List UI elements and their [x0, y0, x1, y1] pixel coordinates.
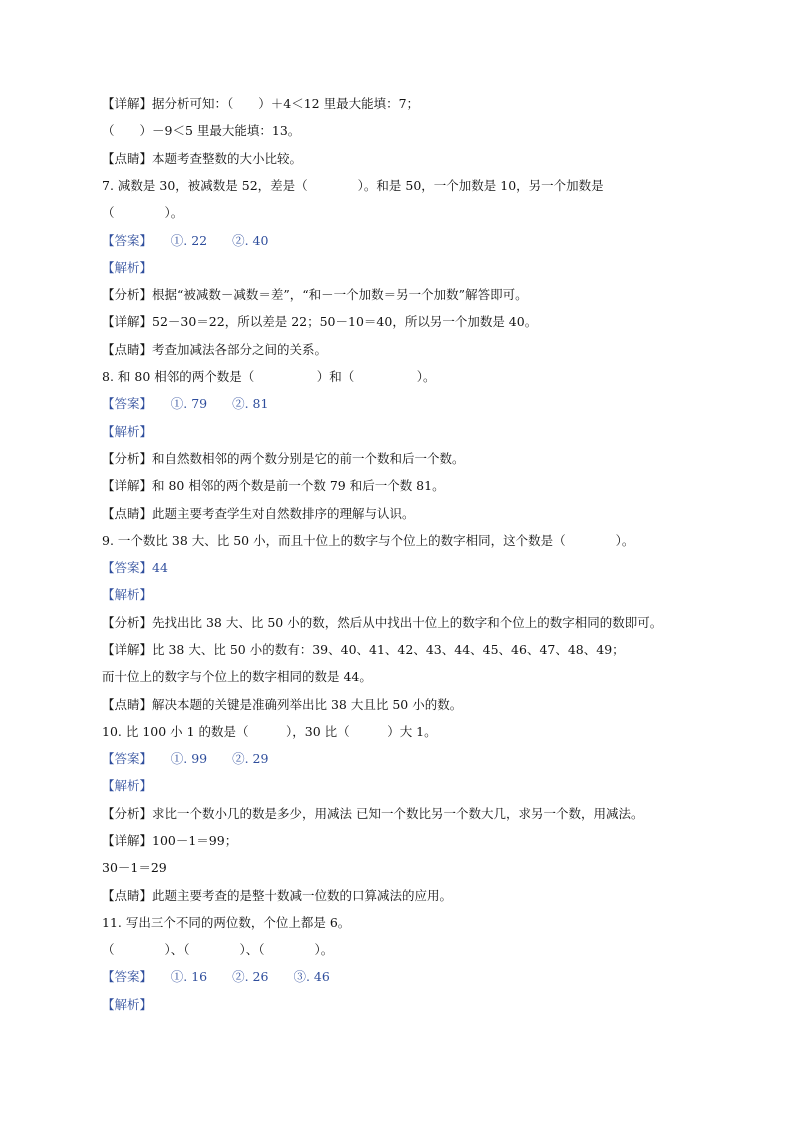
- answer-label: 【答案】44: [102, 560, 168, 575]
- answer-label: 【答案】 ①. 99 ②. 29: [102, 751, 269, 766]
- analysis-line: 【分析】求比一个数小几的数是多少，用减法 已知一个数比另一个数大几，求另一个数，用减法。: [102, 806, 644, 821]
- question-9: 9. 一个数比 38 大、比 50 小，而且十位上的数字与个位上的数字相同，这个数是（ ）。: [102, 533, 635, 548]
- analysis-label: 【解析】: [102, 778, 153, 793]
- analysis-line: 【分析】先找出比 38 大、比 50 小的数，然后从中找出十位上的数字和个位上的数字相同的数即可。: [102, 615, 663, 630]
- comment-line: 【点睛】考查加减法各部分之间的关系。: [102, 342, 328, 357]
- analysis-line: 【分析】和自然数相邻的两个数分别是它的前一个数和后一个数。: [102, 451, 465, 466]
- comment-line: 【点睛】解决本题的关键是准确列举出比 38 大且比 50 小的数。: [102, 697, 463, 712]
- answer-label: 【答案】 ①. 79 ②. 81: [102, 396, 269, 411]
- detail-line: 【详解】52－30＝22，所以差是 22；50－10＝40，所以另一个加数是 40。: [102, 314, 538, 329]
- detail-line: （ ）－9＜5 里最大能填：13。: [102, 123, 301, 138]
- question-7: 7. 减数是 30，被减数是 52，差是（ ）。和是 50，一个加数是 10，另一个加数是: [102, 178, 604, 193]
- comment-line: 【点睛】本题考查整数的大小比较。: [102, 151, 303, 166]
- detail-line: 30－1＝29: [102, 860, 167, 875]
- question-11-cont: （ ）、（ ）、（ ）。: [102, 942, 334, 957]
- answer-label: 【答案】 ①. 16 ②. 26 ③. 46: [102, 969, 330, 984]
- answer-label: 【答案】 ①. 22 ②. 40: [102, 233, 269, 248]
- detail-line: 【详解】比 38 大、比 50 小的数有：39、40、41、42、43、44、45、46、47、48、49；: [102, 642, 625, 657]
- detail-line: 【详解】和 80 相邻的两个数是前一个数 79 和后一个数 81。: [102, 478, 445, 493]
- analysis-label: 【解析】: [102, 260, 153, 275]
- analysis-label: 【解析】: [102, 424, 153, 439]
- question-8: 8. 和 80 相邻的两个数是（ ）和（ ）。: [102, 369, 436, 384]
- comment-line: 【点睛】此题主要考查的是整十数减一位数的口算减法的应用。: [102, 888, 453, 903]
- question-11: 11. 写出三个不同的两位数，个位上都是 6。: [102, 915, 351, 930]
- analysis-label: 【解析】: [102, 997, 153, 1012]
- analysis-line: 【分析】根据“被减数－减数＝差”，“和－一个加数＝另一个加数”解答即可。: [102, 287, 528, 302]
- detail-line: 而十位上的数字与个位上的数字相同的数是 44。: [102, 669, 372, 684]
- detail-line: 【详解】100－1＝99；: [102, 833, 238, 848]
- question-10: 10. 比 100 小 1 的数是（ ），30 比（ ）大 1。: [102, 724, 437, 739]
- comment-line: 【点睛】此题主要考查学生对自然数排序的理解与认识。: [102, 506, 415, 521]
- detail-line: 【详解】据分析可知：（ ）＋4＜12 里最大能填：7；: [102, 96, 420, 111]
- analysis-label: 【解析】: [102, 587, 153, 602]
- question-7-cont: （ ）。: [102, 205, 184, 220]
